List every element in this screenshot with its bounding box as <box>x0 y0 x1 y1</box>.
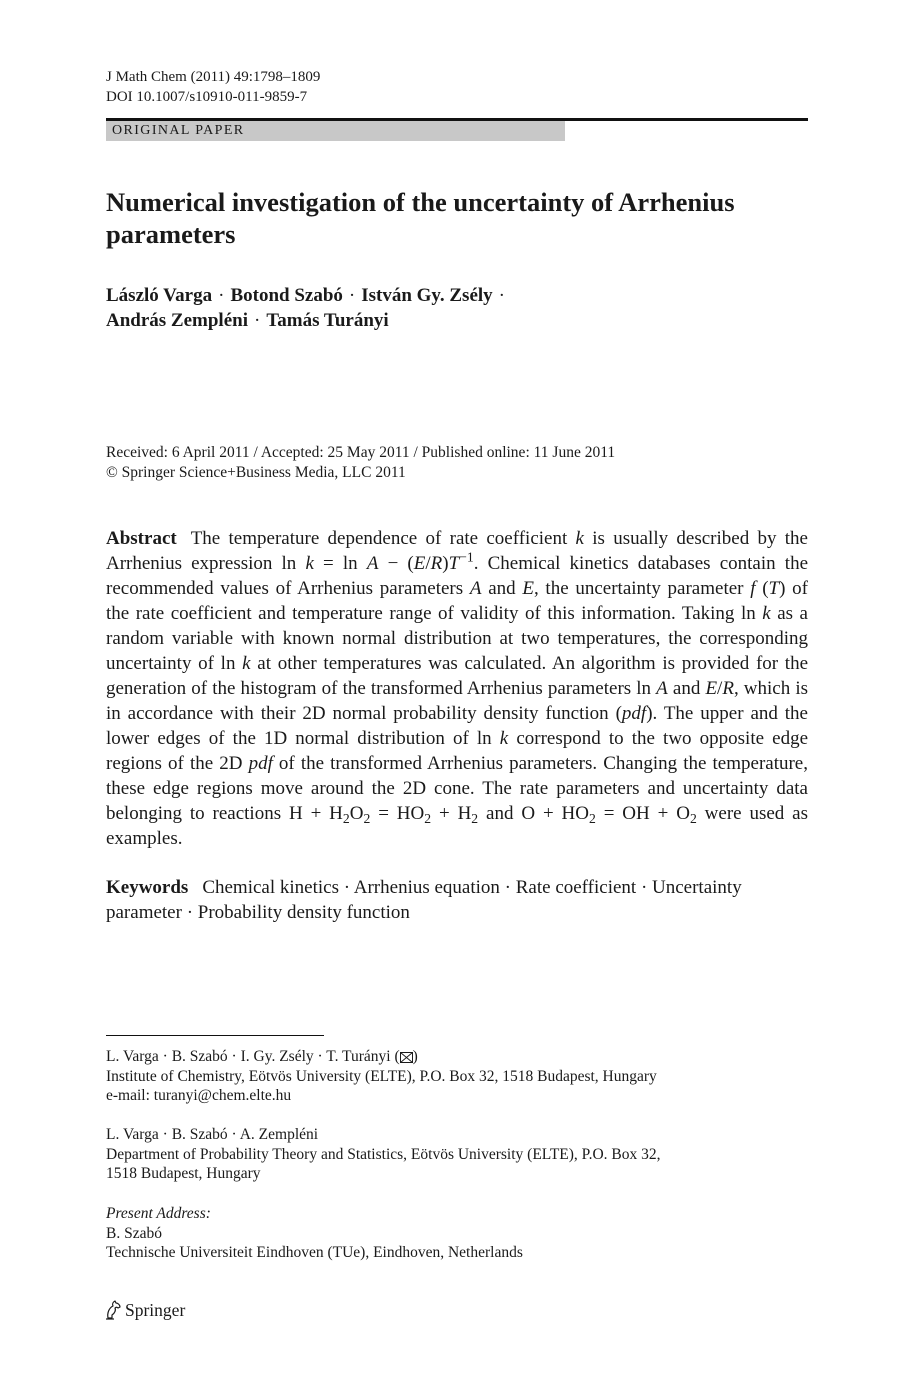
affiliation-institute: Department of Probability Theory and Statistics, Eötvös University (ELTE), P.O. Box 32, <box>106 1145 661 1163</box>
chem-formula: + H <box>431 803 472 824</box>
abstract-text: , which is in accordance with their 2D normal probability density function ( <box>106 678 809 724</box>
author-separator: · <box>254 310 261 331</box>
math-op: ) <box>442 553 449 574</box>
abstract-text: is usually described by the Arrhenius expression ln <box>106 528 808 574</box>
chem-subscript: 2 <box>588 811 596 827</box>
math-var: T <box>768 578 780 599</box>
paper-title: Numerical investigation of the uncertainty of Arrhenius parameters <box>106 187 735 249</box>
abstract-text: and <box>667 678 706 699</box>
springer-horse-icon <box>104 1300 122 1320</box>
chem-formula: O + HO <box>521 803 589 824</box>
math-exponent: −1 <box>459 549 474 565</box>
affiliation-paren: ) <box>412 1048 418 1065</box>
dates-line: Received: 6 April 2011 / Accepted: 25 May 2011 / Published online: 11 June 2011 <box>106 444 616 461</box>
chem-subscript: 2 <box>689 811 697 827</box>
abstract-text: , the uncertainty parameter <box>533 578 751 599</box>
present-address-block <box>106 1204 808 1263</box>
affiliation-block <box>106 1047 808 1106</box>
author-separator: · <box>348 285 356 306</box>
affiliation-authors: L. Varga · B. Szabó · I. Gy. Zsély · T. Turányi ( <box>106 1048 400 1065</box>
journal-line: J Math Chem (2011) 49:1798–1809 <box>106 69 321 85</box>
math-var: T <box>448 553 460 574</box>
chem-subscript: 2 <box>363 811 371 827</box>
publisher-footer <box>104 1298 185 1322</box>
abstract-text: correspond to the two opposite edge regions of the 2D <box>106 728 809 774</box>
publication-history <box>106 443 806 483</box>
author-name: Tamás Turányi <box>266 310 389 331</box>
abstract <box>106 526 808 851</box>
abstract-text: and <box>481 578 523 599</box>
math-var: A <box>469 578 482 599</box>
math-op: / <box>425 553 431 574</box>
keywords <box>106 875 808 925</box>
present-address-institute: Technische Universiteit Eindhoven (TUe), Eindhoven, Netherlands <box>106 1244 523 1261</box>
author-name: András Zempléni <box>106 310 248 331</box>
chem-subscript: 2 <box>424 811 432 827</box>
chem-formula: H + H <box>288 803 343 824</box>
affiliation-authors: L. Varga · B. Szabó · A. Zempléni <box>106 1126 319 1143</box>
math-op: ) <box>779 578 786 599</box>
present-address-label: Present Address: <box>106 1205 211 1222</box>
math-var: k <box>242 653 251 674</box>
footnote-rule <box>106 1035 324 1036</box>
abstract-text: of the transformed Arrhenius parameters. Changing the temperature, these edge regions move around the 2D cone. The rate parameters and uncertainty data belonging to reactions <box>106 753 808 824</box>
abstract-text: were used as examples. <box>106 803 808 849</box>
math-var: k <box>305 553 314 574</box>
keywords-text: Chemical kinetics · Arrhenius equation · Rate coefficient · Uncertainty parameter · Probability density function <box>106 877 742 923</box>
author-separator: · <box>498 285 505 306</box>
article-type-badge: ORIGINAL PAPER <box>106 121 565 141</box>
present-address-name: B. Szabó <box>106 1224 162 1242</box>
abstract-text: and <box>478 803 522 824</box>
author-list <box>106 283 806 333</box>
math-op: = ln <box>313 553 367 574</box>
math-var: E <box>522 578 534 599</box>
math-op: / <box>717 678 723 699</box>
author-separator: · <box>218 285 225 306</box>
abstract-text: at other temperatures was calculated. An algorithm is provided for the generation of the histogram of the transformed Arrhenius parameters ln <box>106 653 809 699</box>
math-var: k <box>762 603 771 624</box>
math-var: R <box>722 678 734 699</box>
math-var: E <box>413 553 426 574</box>
math-var: f <box>750 578 756 599</box>
publisher-name: Springer <box>125 1300 186 1320</box>
abstract-text: as a random variable with known normal distribution at two temperatures, the corresponding uncertainty of ln <box>106 603 808 674</box>
math-var: A <box>656 678 668 699</box>
math-var: k <box>575 528 584 549</box>
affiliation-institute: Institute of Chemistry, Eötvös University (ELTE), P.O. Box 32, 1518 Budapest, Hungary <box>106 1067 657 1085</box>
affiliation-institute: 1518 Budapest, Hungary <box>106 1165 261 1182</box>
math-var: pdf <box>248 753 273 774</box>
envelope-icon <box>400 1052 413 1063</box>
affiliation-block <box>106 1125 808 1184</box>
abstract-text: . Chemical kinetics databases contain the recommended values of Arrhenius parameters <box>106 553 808 599</box>
chem-formula: = OH + O <box>595 803 690 824</box>
chem-subscript: 2 <box>342 811 350 827</box>
abstract-text: The temperature dependence of rate coefficient <box>190 528 576 549</box>
math-var: A <box>366 553 379 574</box>
abstract-label: Abstract <box>106 528 177 549</box>
author-name: Botond Szabó <box>230 285 343 306</box>
author-name: István Gy. Zsély <box>361 285 493 306</box>
math-var: R <box>430 553 443 574</box>
abstract-text: ). The upper and the lower edges of the 1D normal distribution of ln <box>106 703 808 749</box>
journal-citation <box>106 67 320 107</box>
math-var: E <box>705 678 718 699</box>
keywords-label: Keywords <box>106 877 189 898</box>
affiliation-email[interactable]: e-mail: turanyi@chem.elte.hu <box>106 1087 292 1104</box>
math-var: pdf <box>621 703 647 724</box>
abstract-text: of the rate coefficient and temperature range of validity of this information. Taking ln <box>106 578 809 624</box>
doi-line: DOI 10.1007/s10910-011-9859-7 <box>106 89 308 105</box>
chem-formula: = HO <box>370 803 425 824</box>
chem-subscript: 2 <box>471 811 479 827</box>
copyright-line: © Springer Science+Business Media, LLC 2011 <box>106 464 406 481</box>
math-op: − ( <box>378 553 414 574</box>
math-var: k <box>499 728 509 749</box>
math-op: ( <box>755 578 769 599</box>
author-name: László Varga <box>106 285 213 306</box>
chem-formula: O <box>349 803 364 824</box>
